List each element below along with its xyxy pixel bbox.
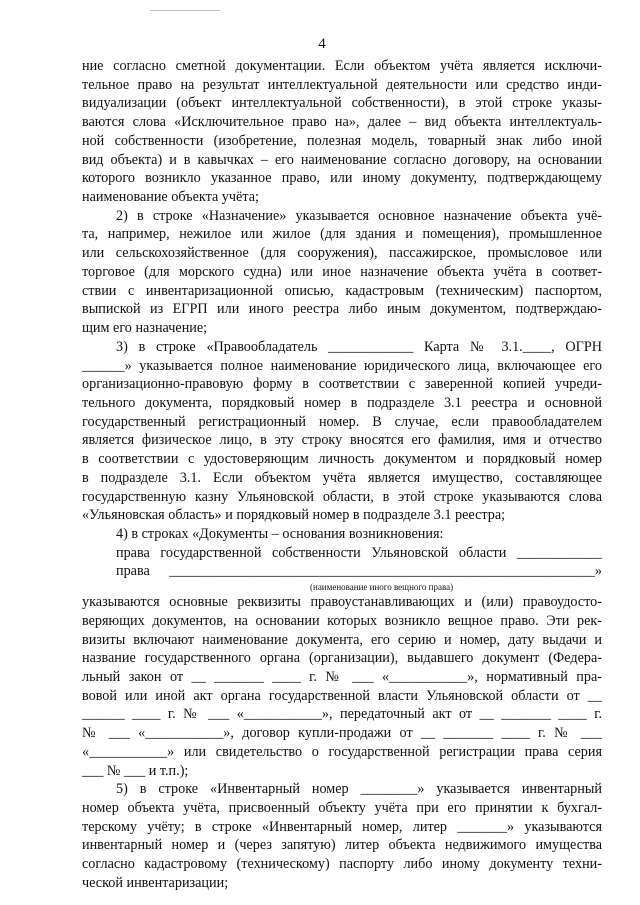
text-line: является физическое лицо, в эту строку вносятся его фамилия, имя и отчество bbox=[82, 432, 602, 449]
text-line: ___ № ___ и т.п.); bbox=[82, 762, 189, 779]
text-line: вовой или иной акт органа государственной власти Ульяновской области от __ bbox=[82, 687, 602, 704]
text-line: название государственного органа (организации), выдавшего документ (Федера- bbox=[82, 650, 602, 667]
text-line: № ___ «___________», договор купли-продажи от __ _______ ____ г. № ___ bbox=[82, 725, 602, 742]
text-line: ______ ____ г. № ___ «___________», передаточный акт от __ _______ ____ г. bbox=[82, 706, 602, 723]
text-line: тельного документа, порядковый номер в подразделе 3.1 реестра и основной bbox=[82, 394, 602, 411]
text-line: 5) в строке «Инвентарный номер ________» указывается инвентарный bbox=[116, 781, 602, 798]
text-line: которого возникло указанное право, или иному документу, подтверждающему bbox=[82, 170, 602, 187]
text-line: терскому учёту; в строке «Инвентарный номер, литер _______» указываются bbox=[82, 818, 602, 835]
text-line: льный закон от __ _______ ____ г. № ___ «___________», нормативный пра- bbox=[82, 669, 602, 685]
text-line: «___________» или свидетельство о государственной регистрации права серия bbox=[82, 743, 602, 760]
text-line: выпиской из ЕГРП или иного реестра либо иным документом, подтверждаю- bbox=[82, 301, 602, 318]
text-line: та, например, нежилое или жилое (для здания и помещения), промышленное bbox=[82, 226, 602, 243]
text-line: государственный регистрационный номер. В случае, если правообладателем bbox=[82, 413, 602, 430]
text-line: веряющих документов, на основании которых возникло вещное право. Эти рек- bbox=[82, 612, 602, 629]
text-line: организационно-правовую форму в соответствии с заверенной копией учреди- bbox=[82, 376, 602, 393]
field-caption: (наименование иного вещного права) bbox=[310, 582, 454, 593]
text-line: щим его назначение; bbox=[82, 320, 208, 337]
text-line: торговое (для морского судна) или иное назначение объекта учёта в соответ- bbox=[82, 263, 602, 280]
text-line: указываются основные реквизиты правоустанавливающих и (или) правоудосто- bbox=[82, 594, 602, 611]
text-line: согласно кадастровому (техническому) паспорту либо иному документу техни- bbox=[82, 856, 602, 873]
text-line: видуализации (объект интеллектуальной собственности), в этой строке указы- bbox=[82, 95, 602, 112]
text-line: ние согласно сметной документации. Если объектом учёта является исключи- bbox=[82, 58, 602, 74]
text-line: права ____________________________________________________________» bbox=[116, 563, 602, 580]
text-line: номер объекта учёта, присвоенный объекту учёта при его принятии к бухгал- bbox=[82, 800, 602, 817]
scan-mark bbox=[150, 10, 220, 11]
text-line: ческой инвентаризации; bbox=[82, 874, 229, 891]
text-line: права государственной собственности Ульяновской области ____________ bbox=[116, 544, 602, 561]
text-line: визиты включают наименование документа, его серию и номер, дату выдачи и bbox=[82, 631, 602, 648]
text-line: или сельскохозяйственное (для сооружения), пассажирское, промысловое или bbox=[82, 245, 602, 262]
text-line: 2) в строке «Назначение» указывается основное назначение объекта учё- bbox=[116, 207, 602, 224]
text-line: ствии с инвентаризационной описью, кадастровым (техническим) паспортом, bbox=[82, 282, 602, 299]
text-line: государственную казну Ульяновской области, в этой строке указываются слова bbox=[82, 488, 602, 505]
text-line: 3) в строке «Правообладатель ____________ Карта № 3.1.____, ОГРН bbox=[116, 338, 602, 355]
text-line: в соответствии с удостоверяющим личность документом и порядковый номер bbox=[82, 451, 602, 468]
text-line: 4) в строках «Документы – основания возникновения: bbox=[116, 525, 444, 542]
text-line: в подразделе 3.1. Если объектом учёта является имущество, составляющее bbox=[82, 469, 602, 486]
text-line: ______» указывается полное наименование юридического лица, включающее его bbox=[82, 357, 602, 374]
document-body bbox=[82, 57, 602, 893]
text-line: ваются слова «Исключительное право на», далее – вид объекта интеллектуаль- bbox=[82, 114, 602, 131]
text-line: «Ульяновская область» и порядковый номер в подразделе 3.1 реестра; bbox=[82, 507, 506, 524]
text-line: ной собственности (изобретение, полезная модель, товарный знак либо иной bbox=[82, 132, 602, 149]
text-line: инвентарный номер и (через запятую) литер объекта недвижимого имущества bbox=[82, 837, 602, 854]
text-line: наименование объекта учёта; bbox=[82, 189, 259, 206]
page-number: 4 bbox=[318, 36, 326, 52]
text-line: вид объекта) и в кавычках – его наименование согласно договору, на основании bbox=[82, 151, 602, 168]
text-line: тельное право на результат интеллектуальной деятельности или средство инди- bbox=[82, 76, 602, 93]
